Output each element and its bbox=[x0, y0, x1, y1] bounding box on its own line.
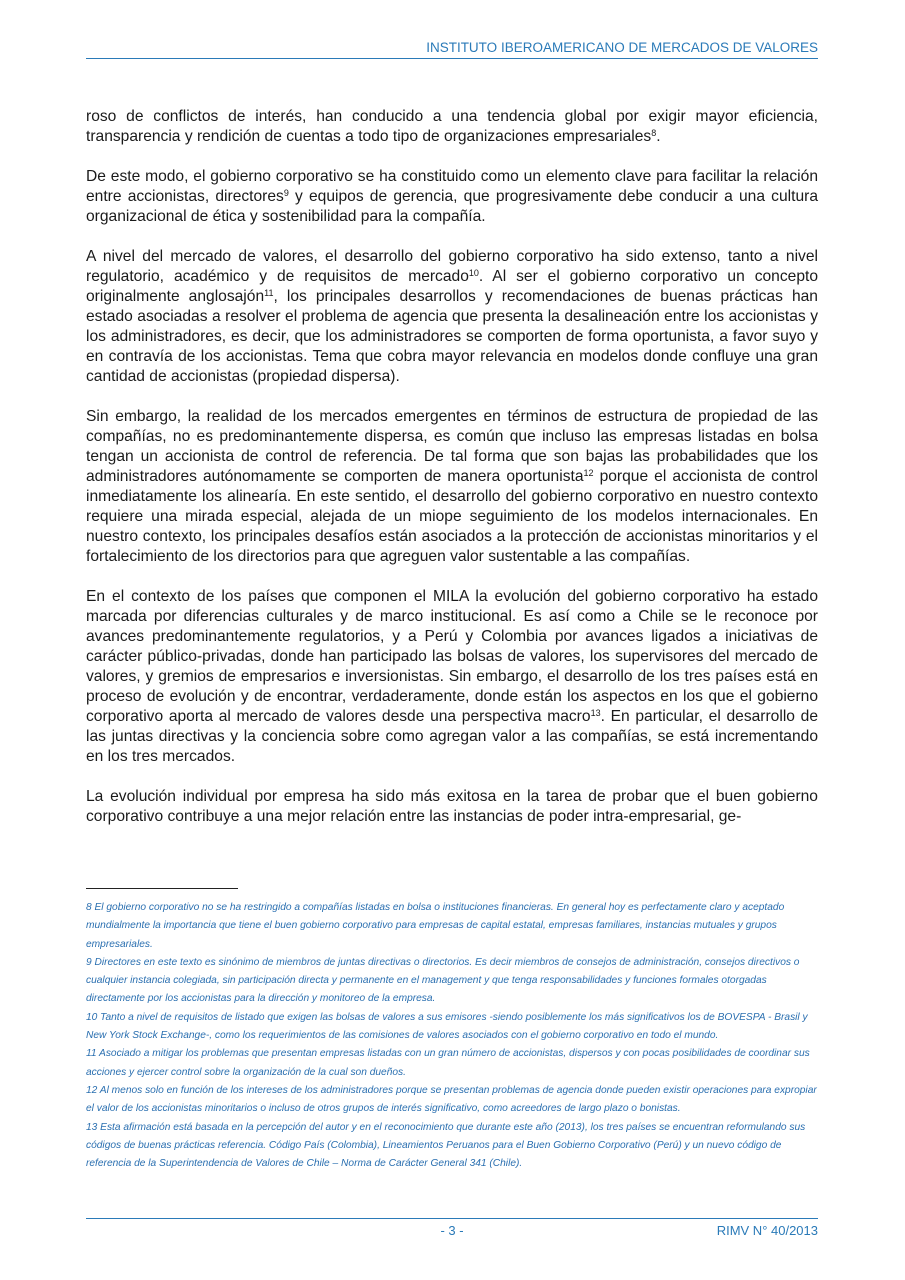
footnote-12: 12 Al menos solo en función de los intereses de los administradores porque se presentan problemas de agencia donde pueden existir operaciones para expropiar el valor de los accionistas minoritarios o incluso de otros grupos de interés significativo, como acreedores de largo plazo o bonistas. bbox=[86, 1084, 817, 1115]
text: . Al ser el gobierno corporativo un concepto originalmente anglosajón bbox=[86, 268, 818, 305]
paragraph bbox=[86, 407, 818, 567]
text: , los principales desarrollos y recomendaciones de buenas prácticas han estado asociadas a resolver el problema de agencia que presenta la desalineación entre los accionistas y los administradores, es decir, que los administradores se comporten de forma oportunista, a favor suyo y en contravía de los accionistas. Tema que cobra mayor relevancia en modelos donde confluye una gran cantidad de accionistas (propiedad dispersa). bbox=[86, 288, 818, 385]
footnote-ref-10[interactable]: 10 bbox=[468, 268, 479, 278]
text: Sin embargo, la realidad de los mercados emergentes en términos de estructura de propiedad de las compañías, no es predominantemente dispersa, es común que incluso las empresas listadas en bolsa tengan un accionista de control de referencia. De tal forma que son bajas las probabilidades que los administradores autónomamente se comporten de manera oportunista bbox=[86, 408, 818, 485]
paragraph bbox=[86, 247, 818, 387]
footnote-separator bbox=[86, 888, 238, 889]
text: roso de conflictos de interés, han conducido a una tendencia global por exigir mayor eficiencia, transparencia y rendición de cuentas a todo tipo de organizaciones empresariales bbox=[86, 108, 818, 145]
footnote-13: 13 Esta afirmación está basada en la percepción del autor y en el reconocimiento que durante este año (2013), los tres países se encuentran reformulando sus códigos de buenas prácticas referencia. Código País (Colombia), Lineamientos Peruanos para el Buen Gobierno Corporativo (Perú) y un nuevo código de referencia de la Superintendencia de Valores de Chile – Norma de Carácter General 341 (Chile). bbox=[86, 1121, 806, 1170]
text: . bbox=[656, 128, 661, 145]
text: En el contexto de los países que componen el MILA la evolución del gobierno corporativo ha estado marcada por diferencias culturales y de marco institucional. Es así como a Chile se le reconoce por avances predominantemente regulatorios, y a Perú y Colombia por avances ligados a iniciativas de carácter público-privadas, donde han participado las bolsas de valores, los supervisores del mercado de valores, y gremios de empresarios e inversionistas. Sin embargo, el desarrollo de los tres países está en proceso de evolución y de encontrar, verdaderamente, donde están los aspectos en los que el gobierno corporativo aporta al mercado de valores desde una perspectiva macro bbox=[86, 588, 818, 725]
footnote-ref-13[interactable]: 13 bbox=[590, 708, 601, 718]
text: A nivel del mercado de valores, el desarrollo del gobierno corporativo ha sido extenso, tanto a nivel regulatorio, académico y de requisitos de mercado bbox=[86, 248, 818, 285]
footnote-ref-9[interactable]: 9 bbox=[283, 188, 289, 198]
text: De este modo, el gobierno corporativo se ha constituido como un elemento clave para facilitar la relación entre accionistas, directores bbox=[86, 168, 818, 205]
text: porque el accionista de control inmediatamente los alinearía. En este sentido, el desarrollo del gobierno corporativo en nuestro contexto requiere una mirada especial, alejada de un miope seguimiento de los modelos internacionales. En nuestro contexto, los principales desafíos están asociados a la protección de accionistas minoritarios y el fortalecimiento de los directorios para que agreguen valor sustentable a las compañías. bbox=[86, 468, 818, 565]
footnote-9: 9 Directores en este texto es sinónimo de miembros de juntas directivas o directorios. Es decir miembros de consejos de administración, consejos directivos o cualquier instancia colegiada, sin participación directa y permanente en el management y que tenga responsabilidades y funciones formales otorgadas directamente por los accionistas para la dirección y monitoreo de la empresa. bbox=[86, 956, 800, 1005]
footnote-8: 8 El gobierno corporativo no se ha restringido a compañías listadas en bolsa o instituciones financieras. En general hoy es perfectamente claro y aceptado mundialmente la importancia que tiene el buen gobierno corporativo para empresas de capital estatal, empresas familiares, instancias mutuales y grupos empresariales. bbox=[86, 902, 785, 950]
journal-reference: RIMV N° 40/2013 bbox=[716, 1223, 818, 1238]
page-number: - 3 - bbox=[440, 1223, 464, 1238]
footnote-10: 10 Tanto a nivel de requisitos de listado que exigen las bolsas de valores a sus emisores -siendo posiblemente los más significativos los de BOVESPA - Brasil y New York Stock Exchange-, como los requerimientos de las comisiones de valores asociados con el gobierno corporativo en todo el mundo. bbox=[86, 1011, 808, 1042]
running-footer bbox=[86, 1218, 818, 1243]
header-title: INSTITUTO IBEROAMERICANO DE MERCADOS DE VALORES bbox=[426, 40, 818, 55]
paragraph bbox=[86, 787, 818, 827]
paragraph bbox=[86, 167, 818, 227]
paragraph bbox=[86, 107, 818, 147]
footnote-ref-8[interactable]: 8 bbox=[651, 128, 657, 138]
running-header bbox=[86, 40, 818, 59]
footnote-ref-12[interactable]: 12 bbox=[583, 468, 594, 478]
body-text bbox=[86, 107, 818, 847]
footnote-ref-11[interactable]: 11 bbox=[264, 288, 274, 298]
footnotes bbox=[86, 899, 818, 1173]
footnote-11: 11 Asociado a mitigar los problemas que presentan empresas listadas con un gran número de accionistas, dispersos y con pocas posibilidades de coordinar sus acciones y ejercer control sobre la organización de la cual son dueños. bbox=[86, 1048, 810, 1078]
text: . En particular, el desarrollo de las juntas directivas y la conciencia sobre como agregan valor a las compañías, se está incrementando en los tres mercados. bbox=[86, 708, 818, 765]
paragraph bbox=[86, 587, 818, 767]
text: y equipos de gerencia, que progresivamente debe conducir a una cultura organizacional de ética y sostenibilidad para la compañía. bbox=[86, 188, 818, 225]
text: La evolución individual por empresa ha sido más exitosa en la tarea de probar que el buen gobierno corporativo contribuye a una mejor relación entre las instancias de poder intra-empresarial, ge- bbox=[86, 788, 818, 825]
